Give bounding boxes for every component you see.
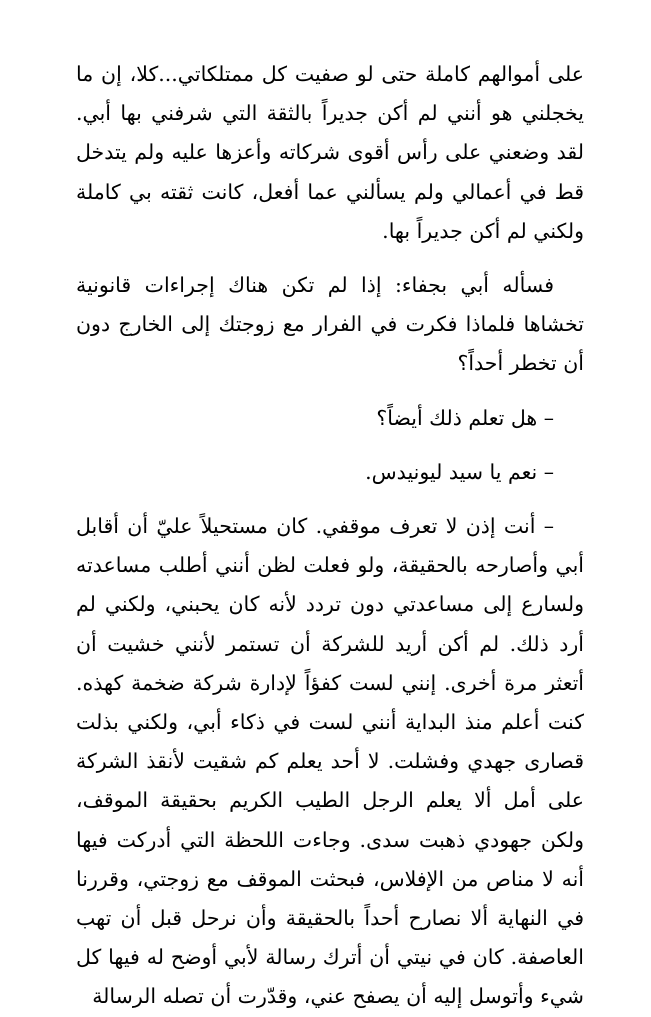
book-page bbox=[76, 55, 584, 1017]
dialogue-line-yes-leonides: – نعم يا سيد ليونيدس. bbox=[365, 459, 554, 484]
paragraph-confession-end: على أموالهم كاملة حتى لو صفيت كل ممتلكاتي...كلا، إن ما يخجلني هو أنني لم أكن جديراً بالثقة التي شرفني بها أبي. لقد وضعني على رأس أقوى شركاته وأعزها عليه ولم يتدخل قط في أعمالي ولم يسألني عما أفعل، كانت ثقته بي كاملة ولكني لم أكن جديراً بها. bbox=[76, 62, 584, 243]
dialogue-line-do-you-know: – هل تعلم ذلك أيضاً؟ bbox=[376, 405, 554, 430]
paragraph-explanation: – أنت إذن لا تعرف موقفي. كان مستحيلاً عليّ أن أقابل أبي وأصارحه بالحقيقة، ولو فعلت لظن أنني أطلب مساعدته ولسارع إلى مساعدتي دون تردد لأنه كان يحبني، ولكني لم أرد ذلك. لم أكن أريد للشركة أن تستمر لأنني خشيت أن أتعثر مرة أخرى. إنني لست كفؤاً لإدارة شركة ضخمة كهذه. كنت أعلم منذ البداية أنني لست في ذكاء أبي، ولكني بذلت قصارى جهدي وفشلت. لا أحد يعلم كم شقيت لأنقذ الشركة على أمل ألا يعلم الرجل الطيب الكريم بحقيقة الموقف، ولكن جهودي ذهبت سدى. وجاءت اللحظة التي أدركت فيها أنه لا مناص من الإفلاس، فبحثت الموقف مع زوجتي، وقررنا في النهاية ألا نصارح أحداً بالحقيقة وأن نرحل قبل أن تهب العاصفة. كان في نيتي أن أترك رسالة لأبي أوضح له فيها كل شيء وأتوسل إليه أن يصفح عني، وقدّرت أن تصله الرسالة bbox=[76, 514, 584, 1009]
paragraph-father-question: فسأله أبي بجفاء: إذا لم تكن هناك إجراءات قانونية تخشاها فلماذا فكرت في الفرار مع زوجتك إلى الخارج دون أن تخطر أحداً؟ bbox=[76, 273, 584, 376]
